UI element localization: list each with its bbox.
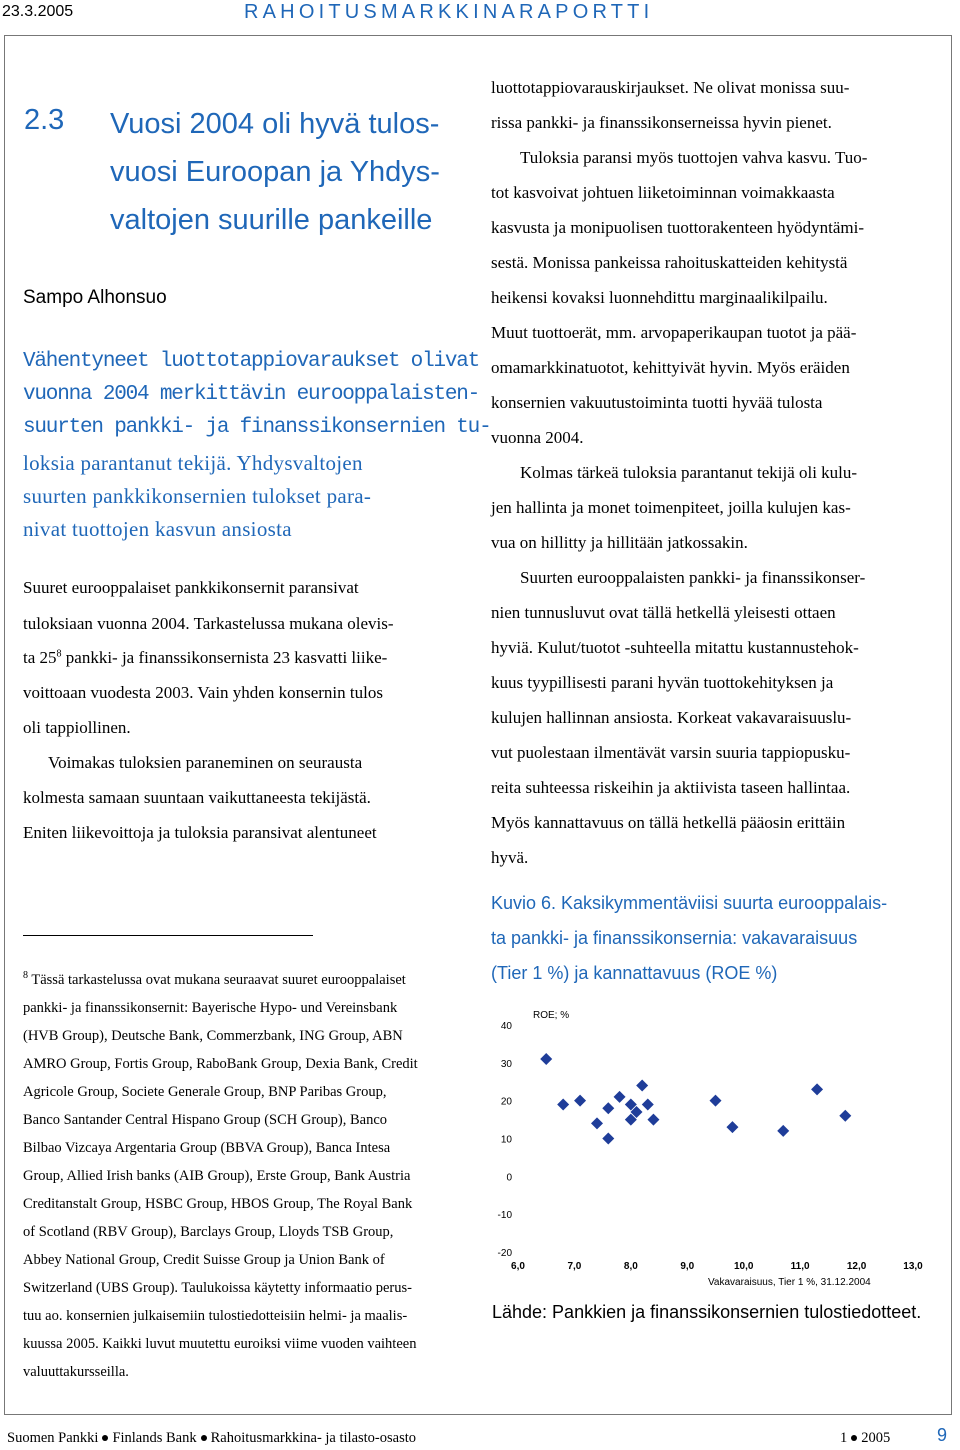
footer-publisher (7, 1430, 416, 1447)
x-tick-label: 8,0 (623, 1261, 638, 1272)
footnote-ref: 8 (56, 648, 62, 660)
body-line: tuloksiaan vuonna 2004. Tarkastelussa mukana olevis- (23, 614, 394, 633)
lead-line: loksia parantanut tekijä. Yhdysvaltojen (23, 451, 363, 475)
y-axis-label: ROE; % (533, 1010, 570, 1021)
footnote-line: of Scotland (RBV Group), Barclays Group, Lloyds TSB Group, (23, 1224, 394, 1240)
footnote-line: Abbey National Group, Credit Suisse Group ja Union Bank of (23, 1252, 385, 1268)
body-text: ta 25 (23, 648, 57, 667)
footnote-line (23, 970, 406, 989)
data-point (557, 1098, 569, 1110)
body-line: tot kasvoivat johtuen liiketoiminnan voimakkaasta (491, 183, 835, 202)
body-line: kuus tyypillisesti parani hyvän tuottokehityksen ja (491, 673, 834, 692)
body-line: Tuloksia paransi myös tuottojen vahva kasvu. Tuo- (520, 148, 868, 167)
data-point (540, 1053, 552, 1065)
body-line: heikensi kovaksi luonnehdittu marginaalikilpailu. (491, 288, 828, 307)
footnote-line: Agricole Group, Societe Generale Group, BNP Paribas Group, (23, 1084, 387, 1100)
data-point (726, 1121, 738, 1133)
data-point (574, 1095, 586, 1107)
body-line: omamarkkinatuotot, kehittyivät hyvin. Myös eräiden (491, 358, 850, 377)
figure-source: Lähde: Pankkien ja finanssikonsernien tulostiedotteet. (492, 1302, 922, 1322)
data-point (602, 1102, 614, 1114)
article-title-line: vuosi Euroopan ja Yhdys- (110, 156, 440, 188)
x-tick-label: 6,0 (511, 1261, 525, 1272)
author-name: Sampo Alhonsuo (23, 287, 167, 308)
footnote-line: Creditanstalt Group, HSBC Group, HBOS Group, The Royal Bank (23, 1196, 413, 1212)
bullet-icon (851, 1435, 857, 1441)
x-tick-label: 10,0 (733, 1261, 754, 1272)
data-point (614, 1091, 626, 1103)
data-point (777, 1125, 789, 1137)
footnote-text: Tässä tarkastelussa ovat mukana seuraavat suuret eurooppalaiset (28, 971, 406, 988)
body-line (23, 648, 387, 668)
footnote-line: kuussa 2005. Kaikki luvut muutettu euroiksi viime vuoden vaihteen (23, 1336, 417, 1352)
section-number: 2.3 (24, 104, 65, 136)
y-tick-label: 20 (500, 1096, 512, 1108)
lead-line: Vähentyneet luottotappiovaraukset olivat (23, 350, 480, 373)
data-point (710, 1095, 722, 1107)
bullet-icon (102, 1435, 108, 1441)
data-point (642, 1098, 654, 1110)
footer-year: 2005 (861, 1430, 891, 1446)
data-point (811, 1083, 823, 1095)
frame-top-rule (4, 35, 952, 36)
frame-left-rule (4, 35, 5, 1414)
lead-line: suurten pankkikonsernien tulokset para- (23, 484, 372, 508)
x-axis-label: Vakavaraisuus, Tier 1 %, 31.12.2004 (708, 1277, 871, 1288)
page-number: 9 (937, 1425, 948, 1445)
body-line: voittoaan vuodesta 2003. Vain yhden konsernin tulos (23, 683, 383, 702)
body-line: Voimakas tuloksien paraneminen on seurausta (48, 753, 363, 772)
y-tick-label: -10 (497, 1210, 512, 1222)
article-title-line: Vuosi 2004 oli hyvä tulos- (110, 108, 440, 140)
lead-line: nivat tuottojen kasvun ansiosta (23, 517, 292, 541)
figure-caption: ta pankki- ja finanssikonsernia: vakavaraisuus (491, 928, 858, 948)
body-line: kolmesta samaan suuntaan vaikuttaneesta tekijästä. (23, 788, 371, 807)
body-line: oli tappiollinen. (23, 718, 131, 737)
footnote-line: (HVB Group), Deutsche Bank, Commerzbank, ING Group, ABN (23, 1028, 403, 1044)
footnote-line: Switzerland (UBS Group). Taulukoissa käytetty informaatio perus- (23, 1280, 412, 1296)
body-line: sestä. Monissa pankeissa rahoituskatteiden kehitystä (491, 253, 848, 272)
footer-department: Rahoitusmarkkina- ja tilasto-osasto (210, 1430, 417, 1446)
body-line: vuonna 2004. (491, 428, 584, 447)
y-tick-label: 10 (500, 1134, 512, 1146)
x-tick-label: 9,0 (680, 1261, 695, 1272)
lead-line: suurten pankki- ja finanssikonsernien tu- (23, 416, 491, 439)
footnote-line: Group, Allied Irish banks (AIB Group), Erste Group, Bank Austria (23, 1168, 411, 1184)
roe-tier1-scatter-chart (490, 995, 940, 1295)
data-point (636, 1080, 648, 1092)
y-tick-label: 30 (500, 1058, 512, 1070)
footnote-line: valuuttakursseilla. (23, 1364, 129, 1380)
frame-bottom-rule (4, 1414, 952, 1415)
body-line: konsernien vakuutustoiminta tuotti hyvää tulosta (491, 393, 823, 412)
body-line: kulujen hallinnan ansiosta. Korkeat vakavaraisuuslu- (491, 708, 852, 727)
x-tick-label: 7,0 (567, 1261, 582, 1272)
data-point (839, 1110, 851, 1122)
footer-bank-fi: Suomen Pankki (7, 1430, 99, 1446)
x-tick-label: 13,0 (903, 1261, 923, 1272)
footnote-line: AMRO Group, Fortis Group, RaboBank Group, Dexia Bank, Credit (23, 1056, 418, 1072)
body-line: reita suhteessa riskeihin ja aktiivista taseen hallintaa. (491, 778, 851, 797)
body-line: vua on hillitty ja hillitään jatkossakin. (491, 533, 748, 552)
body-line: luottotappiovarauskirjaukset. Ne olivat monissa suu- (491, 78, 850, 97)
body-line: Kolmas tärkeä tuloksia parantanut tekijä oli kulu- (520, 463, 858, 482)
data-point (591, 1117, 603, 1129)
y-tick-label: 0 (506, 1172, 512, 1184)
lead-line: vuonna 2004 merkittävin eurooppalaisten- (23, 383, 480, 406)
body-line: Myös kannattavuus on tällä hetkellä pääosin erittäin (491, 813, 846, 832)
body-line: Muut tuottoerät, mm. arvopaperikaupan tuotot ja pää- (491, 323, 857, 342)
body-line: rissa pankki- ja finanssikonserneissa hyvin pienet. (491, 113, 832, 132)
footnote-line: tuu ao. konsernien julkaisemiin tulostiedotteisiin helmi- ja maalis- (23, 1308, 408, 1324)
footer-issue (840, 1430, 890, 1447)
x-tick-label: 12,0 (846, 1261, 867, 1272)
header-title: RAHOITUSMARKKINARAPORTTI (244, 1, 654, 23)
footnote-line: pankki- ja finanssikonsernit: Bayerische Hypo- und Vereinsbank (23, 1000, 398, 1016)
figure-caption: (Tier 1 %) ja kannattavuus (ROE %) (491, 963, 778, 983)
body-line: nien tunnusluvut ovat tällä hetkellä yleisesti ottaen (491, 603, 836, 622)
footnote-rule (23, 935, 313, 936)
body-line: jen hallinta ja monet toimenpiteet, joilla kulujen kas- (491, 498, 851, 517)
footnote-line: Bilbao Vizcaya Argentaria Group (BBVA Group), Banca Intesa (23, 1140, 391, 1156)
header-date: 23.3.2005 (2, 3, 74, 20)
body-line: hyvä. (491, 848, 529, 867)
footnote-marker: 8 (23, 970, 28, 981)
body-line: Eniten liikevoittoja ja tuloksia paransivat alentuneet (23, 823, 377, 842)
y-tick-label: -20 (497, 1248, 512, 1259)
data-point (647, 1114, 659, 1126)
body-line: Suurten eurooppalaisten pankki- ja finanssikonser- (520, 568, 866, 587)
body-line: hyviä. Kulut/tuotot -suhteella mitattu kustannustehok- (491, 638, 859, 657)
footer-bank-sv: Finlands Bank (112, 1430, 197, 1446)
body-line: Suuret eurooppalaiset pankkikonsernit paransivat (23, 578, 359, 597)
footnote-line: Banco Santander Central Hispano Group (SCH Group), Banco (23, 1112, 388, 1128)
footer-issue-number: 1 (840, 1430, 848, 1446)
body-line: kasvusta ja monipuolisen tuottorakenteen hyödyntämi- (491, 218, 864, 237)
figure-caption: Kuvio 6. Kaksikymmentäviisi suurta eurooppalais- (491, 893, 888, 913)
frame-right-rule (951, 35, 952, 1414)
body-text: pankki- ja finanssikonsernista 23 kasvatti liike- (61, 648, 388, 667)
article-title-line: valtojen suurille pankeille (110, 204, 433, 236)
x-tick-label: 11,0 (790, 1261, 810, 1272)
body-line: vut puolestaan ilmentävät varsin suuria tappiopusku- (491, 743, 851, 762)
bullet-icon (201, 1435, 207, 1441)
y-tick-label: 40 (500, 1021, 512, 1032)
data-point (602, 1133, 614, 1145)
